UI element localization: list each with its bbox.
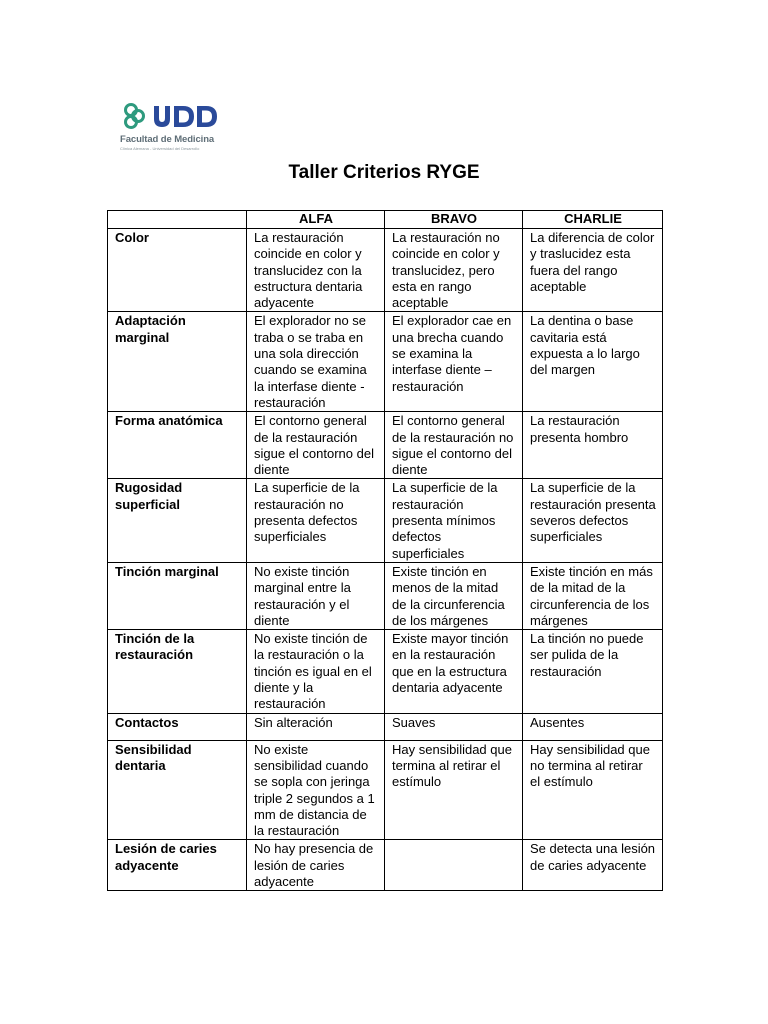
table-row bbox=[108, 713, 663, 740]
ryge-criteria-table bbox=[107, 210, 663, 891]
charlie-cell: La superficie de la restauración presenta severos defectos superficiales bbox=[523, 479, 663, 562]
alfa-cell: No existe tinción marginal entre la restauración y el diente bbox=[247, 562, 385, 629]
table-row bbox=[108, 412, 663, 479]
header-alfa: ALFA bbox=[247, 211, 385, 229]
alfa-cell: El explorador no se traba o se traba en una sola dirección cuando se examina la interfase diente - restauración bbox=[247, 312, 385, 412]
alfa-cell: La superficie de la restauración no presenta defectos superficiales bbox=[247, 479, 385, 562]
table-row bbox=[108, 740, 663, 840]
criterion-cell: Color bbox=[108, 229, 247, 312]
faculty-logo bbox=[118, 100, 238, 154]
bravo-cell: Hay sensibilidad que termina al retirar el estímulo bbox=[385, 740, 523, 840]
alfa-cell: La restauración coincide en color y translucidez con la estructura dentaria adyacente bbox=[247, 229, 385, 312]
header-charlie: CHARLIE bbox=[523, 211, 663, 229]
table-row bbox=[108, 479, 663, 562]
alfa-cell: No hay presencia de lesión de caries adyacente bbox=[247, 840, 385, 891]
charlie-cell: La dentina o base cavitaria está expuesta a lo largo del margen bbox=[523, 312, 663, 412]
criterion-cell: Adaptación marginal bbox=[108, 312, 247, 412]
table-row bbox=[108, 562, 663, 629]
alfa-cell: No existe tinción de la restauración o la tinción es igual en el diente y la restauración bbox=[247, 630, 385, 713]
bravo-cell bbox=[385, 840, 523, 891]
bravo-cell: Existe mayor tinción en la restauración que en la estructura dentaria adyacente bbox=[385, 630, 523, 713]
logo-faculty-name: Facultad de Medicina bbox=[120, 134, 215, 145]
criterion-cell: Lesión de caries adyacente bbox=[108, 840, 247, 891]
charlie-cell: Hay sensibilidad que no termina al retirar el estímulo bbox=[523, 740, 663, 840]
criterion-cell: Contactos bbox=[108, 713, 247, 740]
charlie-cell: Ausentes bbox=[523, 713, 663, 740]
alfa-cell: Sin alteración bbox=[247, 713, 385, 740]
page-title: Taller Criterios RYGE bbox=[288, 162, 480, 183]
bravo-cell: La restauración no coincide en color y translucidez, pero esta en rango aceptable bbox=[385, 229, 523, 312]
bravo-cell: El contorno general de la restauración no sigue el contorno del diente bbox=[385, 412, 523, 479]
bravo-cell: El explorador cae en una brecha cuando se examina la interfase diente – restauración bbox=[385, 312, 523, 412]
bravo-cell: Existe tinción en menos de la mitad de la circunferencia de los márgenes bbox=[385, 562, 523, 629]
table-row bbox=[108, 229, 663, 312]
charlie-cell: Se detecta una lesión de caries adyacente bbox=[523, 840, 663, 891]
charlie-cell: Existe tinción en más de la mitad de la circunferencia de los márgenes bbox=[523, 562, 663, 629]
charlie-cell: La diferencia de color y traslucidez esta fuera del rango aceptable bbox=[523, 229, 663, 312]
alfa-cell: El contorno general de la restauración sigue el contorno del diente bbox=[247, 412, 385, 479]
header-corner-cell bbox=[108, 211, 247, 229]
udd-logo-mark bbox=[118, 100, 228, 132]
criterion-cell: Forma anatómica bbox=[108, 412, 247, 479]
table-row bbox=[108, 840, 663, 891]
criterion-cell: Sensibilidad dentaria bbox=[108, 740, 247, 840]
criterion-cell: Tinción de la restauración bbox=[108, 630, 247, 713]
table-row bbox=[108, 630, 663, 713]
bravo-cell: La superficie de la restauración presenta mínimos defectos superficiales bbox=[385, 479, 523, 562]
criterion-cell: Rugosidad superficial bbox=[108, 479, 247, 562]
alfa-cell: No existe sensibilidad cuando se sopla con jeringa triple 2 segundos a 1 mm de distancia de la restauración bbox=[247, 740, 385, 840]
bravo-cell: Suaves bbox=[385, 713, 523, 740]
header-bravo: BRAVO bbox=[385, 211, 523, 229]
criterion-cell: Tinción marginal bbox=[108, 562, 247, 629]
charlie-cell: La restauración presenta hombro bbox=[523, 412, 663, 479]
logo-university-name: Clínica Alemana - Universidad del Desarrollo bbox=[120, 146, 200, 151]
table-row bbox=[108, 312, 663, 412]
charlie-cell: La tinción no puede ser pulida de la restauración bbox=[523, 630, 663, 713]
table-header-row bbox=[108, 211, 663, 229]
